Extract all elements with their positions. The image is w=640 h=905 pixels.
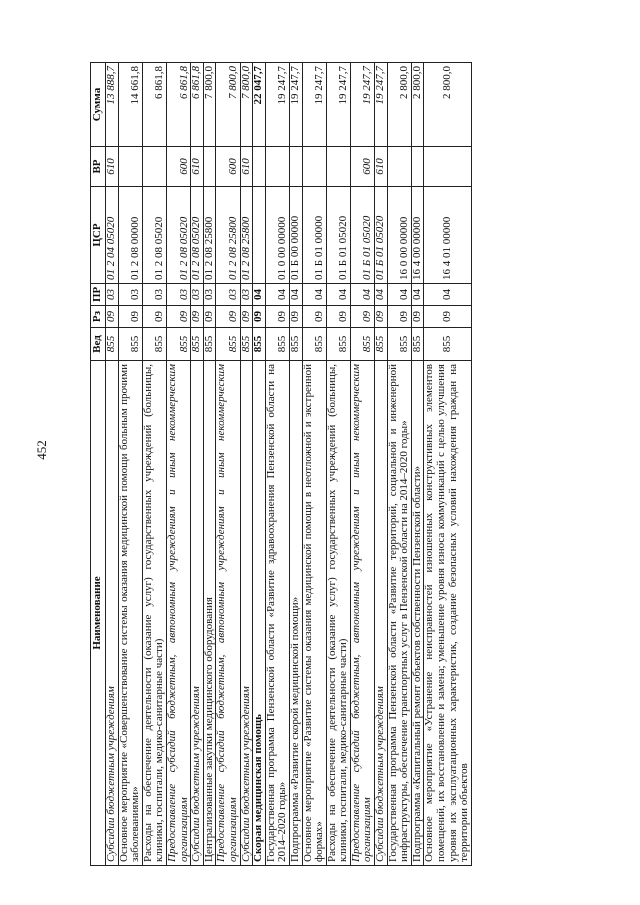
row-csr: 01 2 08 05020 [142, 187, 166, 284]
row-pr: 03 [191, 284, 204, 306]
row-rz: 09 [166, 306, 190, 328]
row-csr: 16 4 00 00000 [411, 187, 424, 284]
row-sum: 19 247,7 [289, 63, 302, 147]
row-ved: 855 [424, 328, 471, 361]
row-pr: 04 [424, 284, 471, 306]
row-pr: 03 [142, 284, 166, 306]
header-csr: ЦСР [91, 187, 106, 284]
row-rz: 09 [203, 306, 216, 328]
row-vr [387, 147, 411, 187]
row-ved: 855 [253, 328, 266, 361]
row-name: Субсидии бюджетным учреждениям [375, 361, 388, 866]
row-sum: 19 247,7 [350, 63, 374, 147]
row-pr: 03 [203, 284, 216, 306]
row-vr: 610 [106, 147, 119, 187]
row-name: Предоставление субсидий бюджетным, автономным учреждениям и иным некоммерческим организациям [350, 361, 374, 866]
row-name: Расходы на обеспечение деятельности (оказание услуг) государственных учреждений (больницы, клиники, госпитали, медико-санитарные части) [142, 361, 166, 866]
row-ved: 855 [326, 328, 350, 361]
row-sum: 19 247,7 [302, 63, 326, 147]
row-sum: 19 247,7 [265, 63, 289, 147]
row-csr: 01 2 08 05020 [166, 187, 190, 284]
table-row [265, 63, 289, 866]
row-vr [326, 147, 350, 187]
row-ved: 855 [106, 328, 119, 361]
table-row [203, 63, 216, 866]
row-sum: 14 661,8 [118, 63, 142, 147]
row-pr: 04 [411, 284, 424, 306]
row-sum: 7 800,0 [216, 63, 240, 147]
table-row [216, 63, 240, 866]
table-row [289, 63, 302, 866]
row-pr: 04 [326, 284, 350, 306]
row-vr: 600 [350, 147, 374, 187]
row-csr: 16 0 00 00000 [387, 187, 411, 284]
table-row [253, 63, 266, 866]
row-name: Расходы на обеспечение деятельности (оказание услуг) государственных учреждений (больницы, клиники, госпитали, медико-санитарные части) [326, 361, 350, 866]
row-ved: 855 [191, 328, 204, 361]
row-name: Предоставление субсидий бюджетным, автономным учреждениям и иным некоммерческим организациям [166, 361, 190, 866]
row-csr: 01 Б 01 00000 [302, 187, 326, 284]
row-vr: 610 [191, 147, 204, 187]
row-rz: 09 [142, 306, 166, 328]
row-ved: 855 [265, 328, 289, 361]
header-vr: ВР [91, 147, 106, 187]
row-vr: 600 [166, 147, 190, 187]
table-header-row [91, 63, 106, 866]
row-sum: 6 861,8 [142, 63, 166, 147]
table-row [302, 63, 326, 866]
row-rz: 09 [289, 306, 302, 328]
header-sum: Сумма [91, 63, 106, 147]
budget-table [90, 62, 472, 866]
row-vr [203, 147, 216, 187]
row-csr: 01 2 08 05020 [191, 187, 204, 284]
row-pr: 03 [216, 284, 240, 306]
row-name: Субсидии бюджетным учреждениям [191, 361, 204, 866]
row-name: Субсидии бюджетным учреждениям [106, 361, 119, 866]
row-pr: 04 [253, 284, 266, 306]
row-vr [411, 147, 424, 187]
row-vr: 610 [240, 147, 253, 187]
row-pr: 03 [240, 284, 253, 306]
page-number: 452 [34, 440, 49, 460]
row-vr [289, 147, 302, 187]
row-rz: 09 [424, 306, 471, 328]
row-name: Государственная программа Пензенской области «Развитие территорий, социальной и инженерной инфраструктуры, обеспечение транспортных услуг в Пензенской области на 2014–2020 годы» [387, 361, 411, 866]
row-csr: 01 Б 00 00000 [289, 187, 302, 284]
row-ved: 855 [142, 328, 166, 361]
row-rz: 09 [240, 306, 253, 328]
row-vr [265, 147, 289, 187]
row-ved: 855 [166, 328, 190, 361]
row-csr: 01 Б 01 05020 [375, 187, 388, 284]
row-pr: 04 [289, 284, 302, 306]
row-sum: 6 861,8 [191, 63, 204, 147]
row-vr [118, 147, 142, 187]
row-sum: 7 800,0 [203, 63, 216, 147]
row-sum: 13 888,7 [106, 63, 119, 147]
row-csr: 01 0 00 00000 [265, 187, 289, 284]
row-rz: 09 [350, 306, 374, 328]
row-rz: 09 [191, 306, 204, 328]
row-ved: 855 [216, 328, 240, 361]
row-vr [253, 147, 266, 187]
row-vr [424, 147, 471, 187]
row-rz: 09 [387, 306, 411, 328]
table-row [240, 63, 253, 866]
row-csr: 16 4 01 00000 [424, 187, 471, 284]
row-ved: 855 [350, 328, 374, 361]
table-row [166, 63, 190, 866]
table-row [191, 63, 204, 866]
header-name: Наименование [91, 361, 106, 866]
row-name: Субсидии бюджетным учреждениям [240, 361, 253, 866]
row-ved: 855 [302, 328, 326, 361]
row-pr: 03 [118, 284, 142, 306]
row-rz: 09 [375, 306, 388, 328]
row-ved: 855 [118, 328, 142, 361]
row-ved: 855 [240, 328, 253, 361]
budget-table-container [90, 63, 608, 866]
row-sum: 2 800,0 [424, 63, 471, 147]
row-rz: 09 [106, 306, 119, 328]
row-csr: 01 2 08 25800 [203, 187, 216, 284]
row-vr [142, 147, 166, 187]
row-vr [302, 147, 326, 187]
row-csr: 01 Б 01 05020 [326, 187, 350, 284]
row-name: Основное мероприятие «Совершенствование системы оказания медицинской помощи больным прочими заболеваниями» [118, 361, 142, 866]
row-pr: 03 [106, 284, 119, 306]
table-row [387, 63, 411, 866]
row-ved: 855 [289, 328, 302, 361]
row-name: Основное мероприятие «Устранение неисправностей изношенных конструктивных элементов помещений, их восстановление и замена; уменьшение уровня износа коммуникаций с целью улучшения уровня их эксплуатационных характеристик, создание безопасных условий нахождения граждан на территории объектов [424, 361, 471, 866]
row-csr: 01 2 08 00000 [118, 187, 142, 284]
row-name: Основное мероприятие «Развитие системы оказания медицинской помощи в неотложной и экстренной формах» [302, 361, 326, 866]
row-rz: 09 [326, 306, 350, 328]
row-pr: 04 [302, 284, 326, 306]
row-pr: 04 [265, 284, 289, 306]
row-sum: 2 800,0 [387, 63, 411, 147]
header-ved: Вед [91, 328, 106, 361]
row-csr: 01 Б 01 05020 [350, 187, 374, 284]
table-row [375, 63, 388, 866]
table-row [106, 63, 119, 866]
row-rz: 09 [411, 306, 424, 328]
row-name: Государственная программа Пензенской области «Развитие здравоохранения Пензенской области на 2014–2020 годы» [265, 361, 289, 866]
table-row [142, 63, 166, 866]
table-row [350, 63, 374, 866]
row-pr: 03 [166, 284, 190, 306]
row-sum: 7 800,0 [240, 63, 253, 147]
row-pr: 04 [350, 284, 374, 306]
row-ved: 855 [203, 328, 216, 361]
row-sum: 22 047,7 [253, 63, 266, 147]
row-ved: 855 [375, 328, 388, 361]
row-sum: 2 800,0 [411, 63, 424, 147]
row-pr: 04 [387, 284, 411, 306]
row-name: Централизованные закупки медицинского оборудования [203, 361, 216, 866]
header-rz: Рз [91, 306, 106, 328]
header-pr: ПР [91, 284, 106, 306]
row-csr: 01 2 08 25800 [216, 187, 240, 284]
row-pr: 04 [375, 284, 388, 306]
row-csr: 01 2 04 05020 [106, 187, 119, 284]
table-row [118, 63, 142, 866]
row-name: Подпрограмма «Развитие скорой медицинской помощи» [289, 361, 302, 866]
row-csr: 01 2 08 25800 [240, 187, 253, 284]
row-name: Предоставление субсидий бюджетным, автономным учреждениям и иным некоммерческим организациям [216, 361, 240, 866]
row-rz: 09 [216, 306, 240, 328]
row-sum: 6 861,8 [166, 63, 190, 147]
row-csr [253, 187, 266, 284]
row-name: Подпрограмма «Капитальный ремонт объектов собственности Пензенской области» [411, 361, 424, 866]
row-rz: 09 [253, 306, 266, 328]
row-vr: 610 [375, 147, 388, 187]
row-vr: 600 [216, 147, 240, 187]
table-row [326, 63, 350, 866]
row-rz: 09 [118, 306, 142, 328]
row-ved: 855 [387, 328, 411, 361]
row-rz: 09 [265, 306, 289, 328]
row-name: Скорая медицинская помощь [253, 361, 266, 866]
row-rz: 09 [302, 306, 326, 328]
row-ved: 855 [411, 328, 424, 361]
row-sum: 19 247,7 [375, 63, 388, 147]
table-row [411, 63, 424, 866]
row-sum: 19 247,7 [326, 63, 350, 147]
table-row [424, 63, 471, 866]
